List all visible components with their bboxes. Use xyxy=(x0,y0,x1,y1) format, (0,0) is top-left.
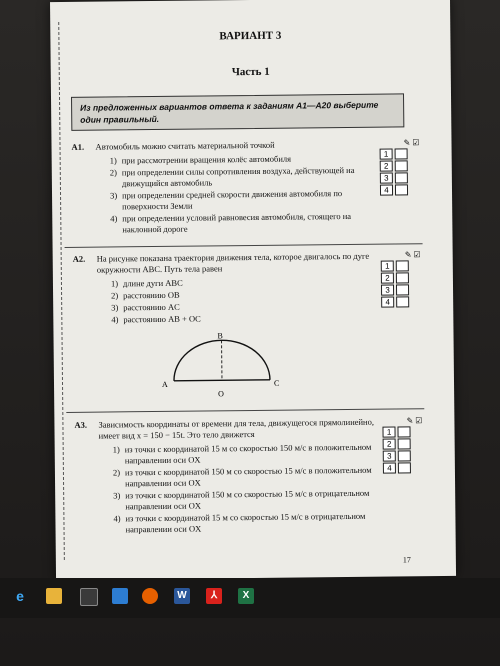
instruction-box: Из предложенных вариантов ответа к заданиям А1—А20 выберите один правильный. xyxy=(71,93,404,130)
answer-checkbox[interactable] xyxy=(396,260,409,271)
option: 4) при определении условий равновесия автомобиля, стоящего на наклонной дороге xyxy=(110,210,352,235)
windows-taskbar xyxy=(0,578,500,618)
answer-checkbox[interactable] xyxy=(397,426,410,437)
pencil-icon: ✎ xyxy=(403,138,411,148)
variant-title: ВАРИАНТ 3 xyxy=(219,29,282,43)
label-b: B xyxy=(217,331,223,341)
answer-checkbox[interactable] xyxy=(395,184,408,195)
exam-page xyxy=(50,0,456,580)
answer-boxes-a1: ✎ ☑ 1 2 3 4 xyxy=(379,138,420,196)
question-a3 xyxy=(74,417,385,537)
checkbox-icon: ☑ xyxy=(415,416,423,426)
label-o: O xyxy=(218,389,224,399)
answer-boxes-a2: ✎ ☑ 1 2 3 4 xyxy=(381,250,422,308)
trajectory-figure xyxy=(153,330,284,403)
firefox-icon[interactable] xyxy=(142,588,158,604)
edge-icon[interactable]: e xyxy=(16,588,24,604)
answer-checkbox[interactable] xyxy=(395,160,408,171)
option: 4) из точки с координатой 15 м со скоростью 15 м/с в отрицательном направлении оси OX xyxy=(113,510,366,535)
option: 1) длине дуги ABC xyxy=(110,277,183,289)
excel-icon[interactable]: X xyxy=(238,588,254,604)
label-a: A xyxy=(161,379,168,389)
store-icon[interactable] xyxy=(80,588,98,606)
answer-boxes-a3: ✎ ☑ 1 2 3 4 xyxy=(382,416,423,474)
answer-checkbox[interactable] xyxy=(396,296,409,307)
option: 2) расстоянию OB xyxy=(111,289,180,301)
checkbox-icon: ☑ xyxy=(412,138,420,148)
label-c: C xyxy=(273,378,280,388)
divider xyxy=(66,408,424,413)
cut-line xyxy=(58,22,65,560)
question-number: A2. xyxy=(72,253,86,264)
question-number: A3. xyxy=(74,419,88,430)
folder-icon[interactable] xyxy=(46,588,62,604)
answer-checkbox[interactable] xyxy=(396,284,409,295)
question-a1 xyxy=(71,139,382,237)
divider xyxy=(65,243,423,248)
pdf-icon[interactable]: ⅄ xyxy=(206,588,222,604)
question-number: A1. xyxy=(71,141,85,152)
question-text: Зависимость координаты от времени для тела, движущегося прямолинейно, имеет вид x = 150 − 15t. Это тело движется xyxy=(98,416,375,441)
option: 1) при рассмотрении вращения колёс автомобиля xyxy=(109,153,292,166)
pencil-icon: ✎ xyxy=(406,416,414,426)
word-icon[interactable]: W xyxy=(174,588,190,604)
answer-checkbox[interactable] xyxy=(398,462,411,473)
question-a2 xyxy=(73,251,384,327)
checkbox-icon: ☑ xyxy=(413,250,421,260)
option: 4) расстоянию AB + OC xyxy=(111,313,201,325)
option: 3) из точки с координатой 150 м со скоростью 15 м/с в отрицательном направлении оси OX xyxy=(113,487,370,512)
answer-checkbox[interactable] xyxy=(395,148,408,159)
answer-checkbox[interactable] xyxy=(396,272,409,283)
option: 3) расстоянию AC xyxy=(111,301,180,313)
option: 1) из точки с координатой 15 м со скоростью 150 м/с в положительном направлении оси OX xyxy=(112,441,372,466)
answer-checkbox[interactable] xyxy=(398,438,411,449)
question-text: Автомобиль можно считать материальной точкой xyxy=(95,139,275,152)
answer-checkbox[interactable] xyxy=(395,172,408,183)
mail-icon[interactable] xyxy=(112,588,128,604)
question-text: На рисунке показана траектория движения тела, которое двигалось по дуге окружности ABC. Путь тела равен xyxy=(96,250,370,275)
answer-checkbox[interactable] xyxy=(398,450,411,461)
part-title: Часть 1 xyxy=(231,65,270,79)
chord-ac xyxy=(174,380,270,381)
option: 3) при определении средней скорости движения автомобиля по поверхности Земли xyxy=(109,188,343,212)
option: 2) при определении силы сопротивления воздуха, действующей на движущийся автомобиль xyxy=(109,164,355,189)
option: 2) из точки с координатой 150 м со скоростью 15 м/с в положительном направлении оси OX xyxy=(112,464,372,489)
page-number: 17 xyxy=(402,555,411,565)
pencil-icon: ✎ xyxy=(404,250,412,260)
